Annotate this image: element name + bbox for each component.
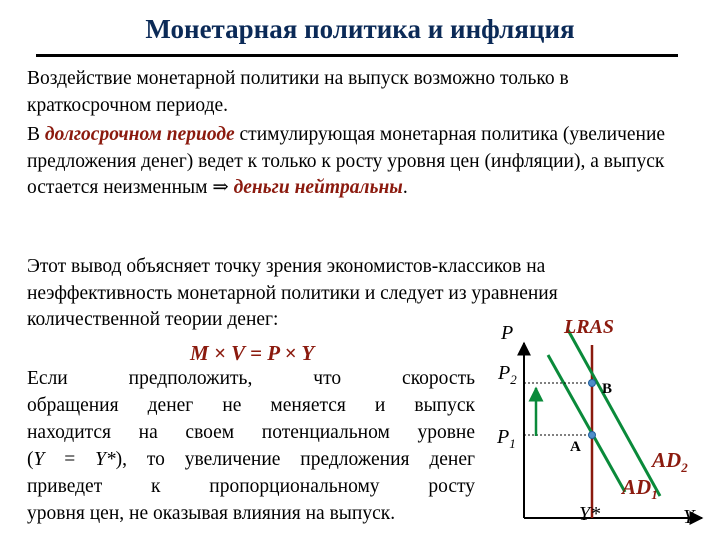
implies-arrow-icon: ⇒ bbox=[212, 177, 229, 198]
left-text-line-4: (Y = Y*), то увеличение предложения денег bbox=[27, 449, 475, 470]
point-b-marker bbox=[589, 380, 596, 387]
ad2-label: $AD_2$ bbox=[652, 448, 688, 476]
point-b-label: B bbox=[602, 381, 613, 397]
left-text-line-3: находится на своем потенциальном уровне bbox=[27, 422, 475, 443]
quantity-equation: M × V = P × Y bbox=[190, 341, 315, 365]
ad1-curve bbox=[548, 355, 625, 492]
p1-label: $P_1$ bbox=[497, 426, 516, 451]
p2-label: $P_2$ bbox=[498, 362, 517, 387]
left-text-line-2: обращения денег не меняется и выпуск bbox=[27, 395, 475, 416]
left-text-line-1: Если предположить, что скорость bbox=[27, 368, 475, 389]
slide-title: Монетарная политика и инфляция bbox=[145, 14, 575, 44]
y-star-label: Y* bbox=[579, 503, 601, 525]
p2-mid: стимулирующая монетарная политика (увеличение предложения денег) ведет к только к росту уровня цен (инфляции), а выпуск остается неизменным bbox=[27, 124, 666, 198]
point-a-label: A bbox=[570, 439, 581, 455]
lras-label: LRAS bbox=[564, 316, 615, 338]
money-neutral-term: деньги нейтральны bbox=[233, 177, 403, 198]
p2-pre: В bbox=[27, 124, 45, 145]
left-text-line-6: уровня цен, не оказывая влияния на выпуск. bbox=[27, 503, 396, 524]
long-run-term: долгосрочном периоде bbox=[44, 124, 235, 145]
left-text-line-5: приведет к пропорциональному росту bbox=[27, 476, 475, 497]
p-axis-label: P bbox=[501, 322, 514, 344]
y-axis-label: Y bbox=[683, 506, 695, 528]
point-a-marker bbox=[589, 432, 596, 439]
paragraph-3: Этот вывод объясняет точку зрения экономистов-классиков на неэффективность монетарной политики и следует из уравнения количественной теории денег: bbox=[27, 256, 558, 330]
p2-post: . bbox=[402, 177, 408, 198]
ad1-label: $AD_1$ bbox=[622, 475, 658, 503]
paragraph-1: Воздействие монетарной политики на выпуск возможно только в краткосрочном периоде. bbox=[27, 68, 569, 116]
